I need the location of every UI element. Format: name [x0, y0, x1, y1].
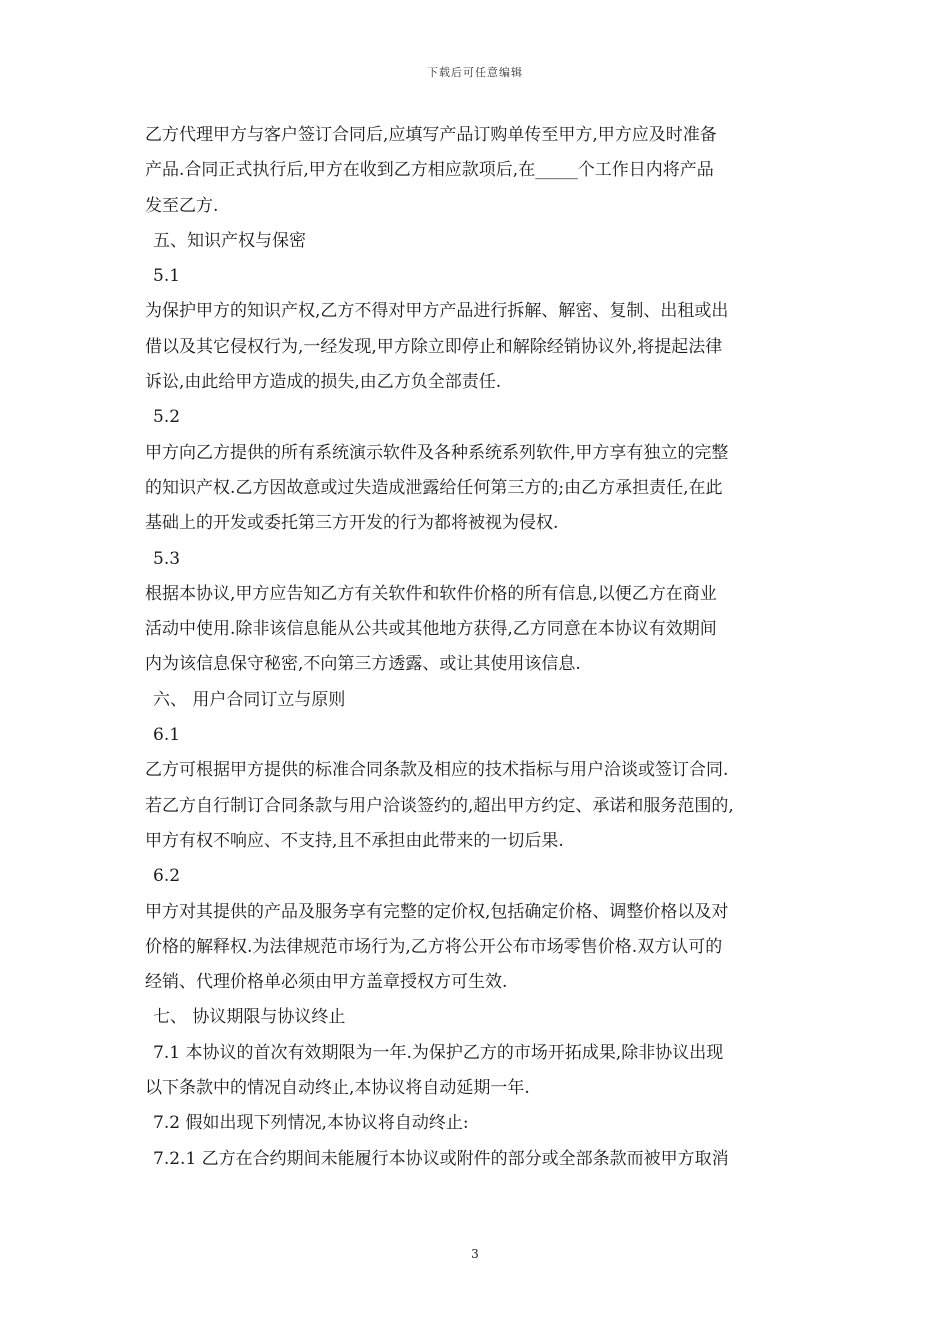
header-note: 下载后可任意编辑 [427, 66, 523, 79]
text-line: 的知识产权.乙方因故意或过失造成泄露给任何第三方的;由乙方承担责任,在此 [145, 477, 723, 498]
text-line: 甲方向乙方提供的所有系统演示软件及各种系统系列软件,甲方享有独立的完整 [145, 442, 729, 463]
text-line: 5.3 [153, 548, 181, 569]
text-line: 6.1 [153, 725, 181, 746]
text-line: 诉讼,由此给甲方造成的损失,由乙方负全部责任. [145, 372, 502, 393]
text-line: 经销、代理价格单必须由甲方盖章授权方可生效. [145, 972, 508, 993]
text-line: 乙方代理甲方与客户签订合同后,应填写产品订购单传至甲方,甲方应及时准备 [145, 125, 717, 145]
text-line: 基础上的开发或委托第三方开发的行为都将被视为侵权. [145, 513, 559, 534]
text-line: 甲方对其提供的产品及服务享有完整的定价权,包括确定价格、调整价格以及对 [145, 901, 729, 922]
text-line: 根据本协议,甲方应告知乙方有关软件和软件价格的所有信息,以便乙方在商业 [145, 583, 717, 604]
text-line: 5.2 [153, 407, 181, 428]
text-line: 六、 用户合同订立与原则 [153, 689, 346, 710]
text-line: 内为该信息保守秘密,不向第三方透露、或让其使用该信息. [145, 654, 581, 675]
text-line: 甲方有权不响应、不支持,且不承担由此带来的一切后果. [145, 830, 564, 851]
text-line: 五、知识产权与保密 [153, 230, 306, 251]
text-line: 若乙方自行制订合同条款与用户洽谈签约的,超出甲方约定、承诺和服务范围的, [145, 795, 734, 816]
text-line: 产品.合同正式执行后,甲方在收到乙方相应款项后,在_____个工作日内将产品 [145, 160, 714, 181]
text-line: 5.1 [153, 266, 181, 287]
text-line: 借以及其它侵权行为,一经发现,甲方除立即停止和解除经销协议外,将提起法律 [145, 336, 723, 357]
text-line: 价格的解释权.为法律规范市场行为,乙方将公开公布市场零售价格.双方认可的 [145, 936, 723, 957]
text-line: 6.2 [153, 866, 181, 887]
text-line: 7.2 假如出现下列情况,本协议将自动终止: [153, 1113, 469, 1134]
text-line: 发至乙方. [145, 195, 219, 216]
text-line: 7.1 本协议的首次有效期限为一年.为保护乙方的市场开拓成果,除非协议出现 [153, 1042, 724, 1063]
text-line: 七、 协议期限与协议终止 [153, 1007, 346, 1028]
document-body [145, 118, 815, 1177]
text-line: 乙方可根据甲方提供的标准合同条款及相应的技术指标与用户洽谈或签订合同. [145, 760, 729, 781]
page-number: 3 [471, 1247, 479, 1261]
text-line: 7.2.1 乙方在合约期间未能履行本协议或附件的部分或全部条款而被甲方取消 [153, 1148, 729, 1169]
text-line: 为保护甲方的知识产权,乙方不得对甲方产品进行拆解、解密、复制、出租或出 [145, 301, 729, 322]
text-line: 活动中使用.除非该信息能从公共或其他地方获得,乙方同意在本协议有效期间 [145, 619, 717, 640]
text-line: 以下条款中的情况自动终止,本协议将自动延期一年. [145, 1078, 530, 1099]
